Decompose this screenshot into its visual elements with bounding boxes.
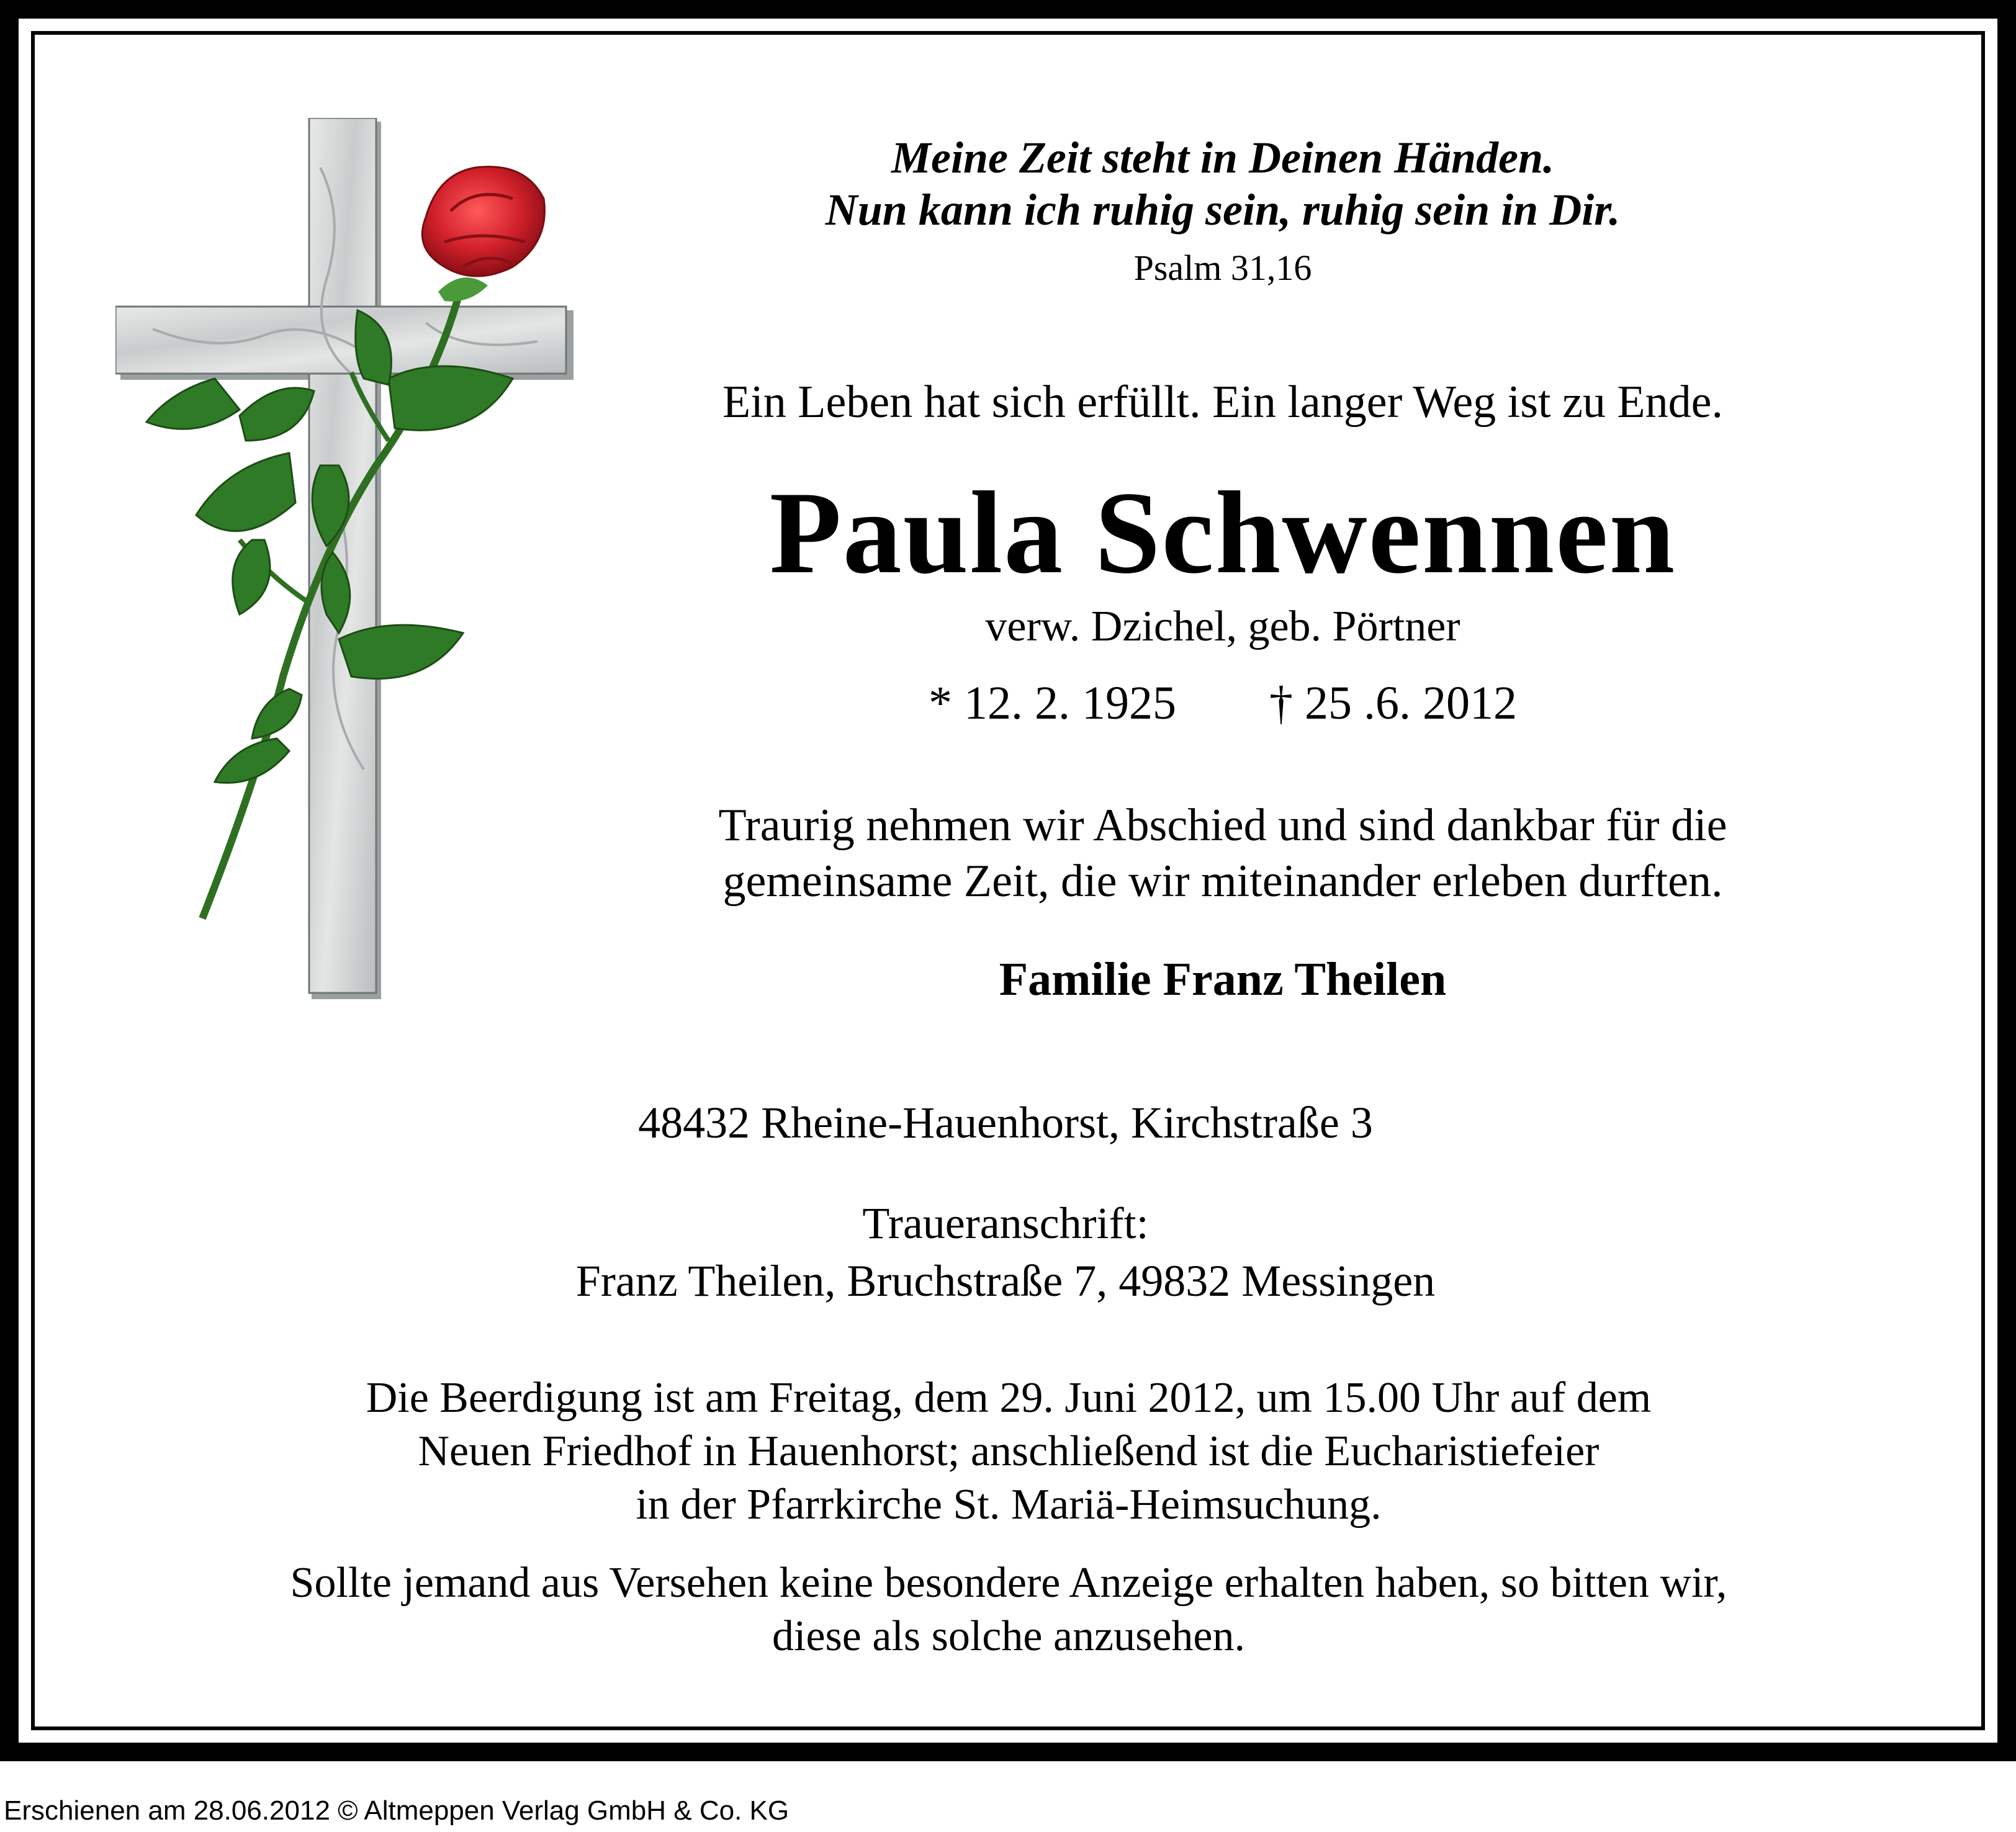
notice-text <box>186 1556 1831 1663</box>
birth-date: * 12. 2. 1925 <box>929 677 1176 729</box>
bible-verse <box>608 132 1837 236</box>
deceased-maiden-name: verw. Dzichel, geb. Pörtner <box>985 603 1460 650</box>
farewell-message <box>608 797 1837 909</box>
funeral-line-3: in der Pfarrkirche St. Mariä-Heimsuchung. <box>636 1481 1382 1529</box>
cross-with-rose-illustration <box>115 118 575 999</box>
life-dates <box>608 676 1837 730</box>
funeral-line-2: Neuen Friedhof in Hauenhorst; anschließend ist die Eucharistiefeier <box>418 1427 1600 1475</box>
deceased-name: Paula Schwennen <box>769 468 1676 598</box>
publication-footer: Erschienen am 28.06.2012 © Altmeppen Verlag GmbH & Co. KG <box>4 1795 790 1826</box>
verse-source: Psalm 31,16 <box>1133 248 1312 288</box>
funeral-info <box>186 1372 1831 1532</box>
funeral-line-1: Die Beerdigung ist am Freitag, dem 29. Juni 2012, um 15.00 Uhr auf dem <box>366 1374 1652 1422</box>
mourning-address-label: Traueranschrift: <box>862 1198 1149 1248</box>
death-date: † 25 .6. 2012 <box>1269 677 1517 729</box>
notice-line-2: diese als solche anzusehen. <box>772 1612 1245 1660</box>
farewell-line-1: Traurig nehmen wir Abschied und sind dankbar für die <box>718 800 1727 851</box>
mourning-address: Franz Theilen, Bruchstraße 7, 49832 Messingen <box>575 1256 1436 1306</box>
family-signature: Familie Franz Theilen <box>999 953 1447 1005</box>
verse-line-2: Nun kann ich ruhig sein, ruhig sein in Dir. <box>825 185 1621 235</box>
intro-text: Ein Leben hat sich erfüllt. Ein langer Weg ist zu Ende. <box>722 377 1723 428</box>
notice-line-1: Sollte jemand aus Versehen keine besondere Anzeige erhalten haben, so bitten wir, <box>290 1559 1727 1607</box>
farewell-line-2: gemeinsame Zeit, die wir miteinander erleben durften. <box>722 856 1723 907</box>
verse-line-1: Meine Zeit steht in Deinen Händen. <box>891 133 1555 182</box>
deceased-address: 48432 Rheine-Hauenhorst, Kirchstraße 3 <box>638 1098 1373 1147</box>
